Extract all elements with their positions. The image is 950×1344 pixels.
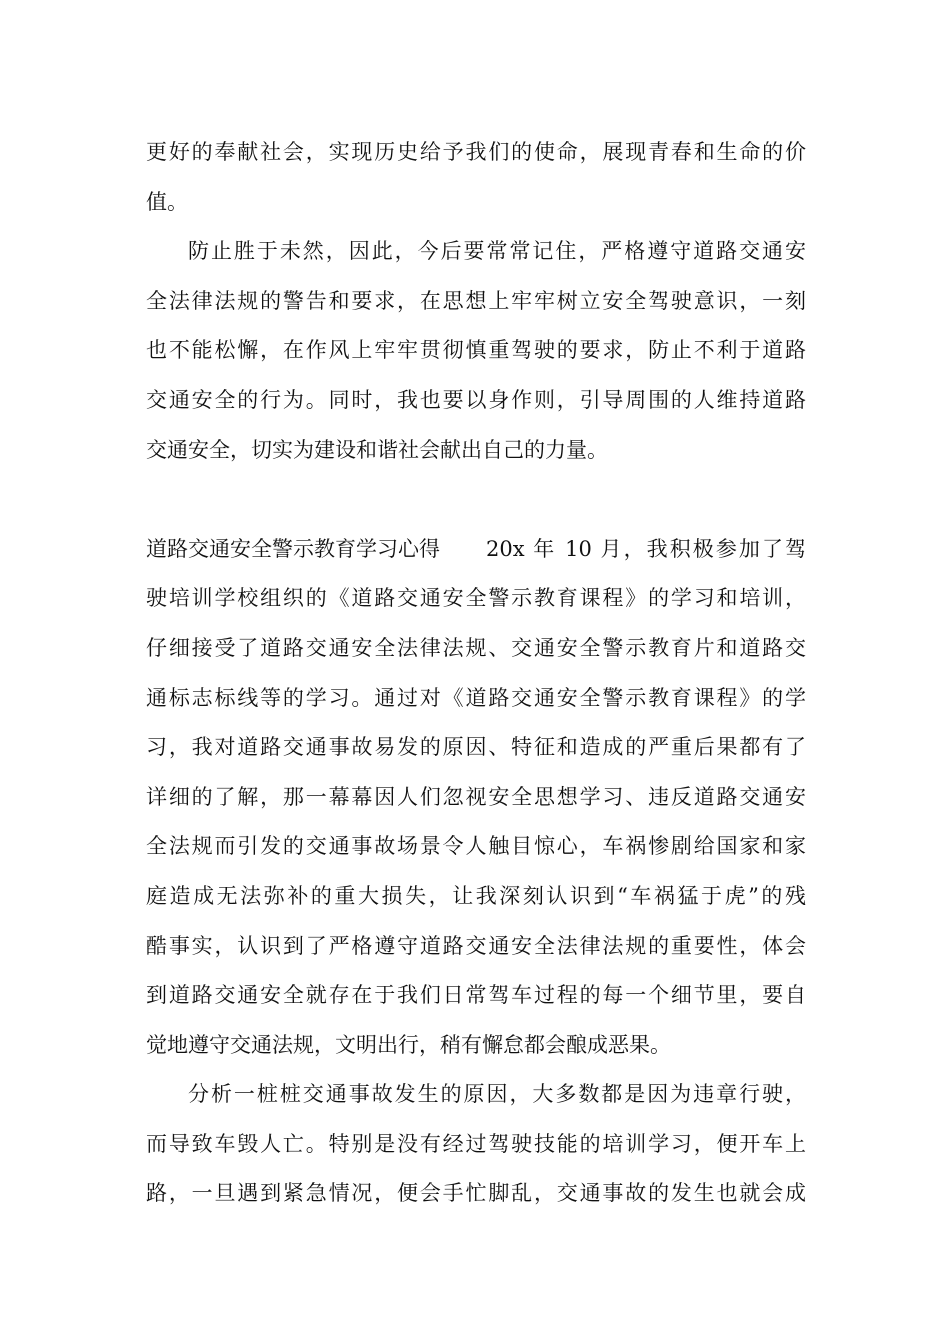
paragraph-3 (146, 525, 806, 1071)
text-line: 酷事实，认识到了严格遵守道路交通安全法律法规的重要性，体会 (146, 933, 806, 958)
text-line: 交通安全的行为。同时，我也要以身作则，引导周围的人维持道路 (146, 387, 806, 412)
text-line: 驶培训学校组织的《道路交通安全警示教育课程》的学习和培训， (146, 586, 806, 611)
paragraph-1 (146, 128, 806, 227)
text-line: 庭造成无法弥补的重大损失，让我深刻认识到“车祸猛于虎”的残 (146, 883, 806, 908)
article-title: 道路交通安全警示教育学习心得 (146, 536, 440, 561)
paragraph-gap (146, 475, 806, 525)
text-line: 路，一旦遇到紧急情况，便会手忙脚乱，交通事故的发生也就会成 (146, 1181, 806, 1206)
text-line: 也不能松懈，在作风上牢牢贯彻慎重驾驶的要求，防止不利于道路 (146, 338, 806, 363)
paragraph-2 (146, 227, 806, 475)
text-line: 通标志标线等的学习。通过对《道路交通安全警示教育课程》的学 (146, 685, 806, 710)
text-line: 而导致车毁人亡。特别是没有经过驾驶技能的培训学习，便开车上 (146, 1131, 806, 1156)
text-line: 到道路交通安全就存在于我们日常驾车过程的每一个细节里，要自 (146, 983, 806, 1008)
text-line: 全法规而引发的交通事故场景令人触目惊心，车祸惨剧给国家和家 (146, 834, 806, 859)
text-line: 觉地遵守交通法规，文明出行，稍有懈怠都会酿成恶果。 (146, 1032, 671, 1057)
text-line: 全法律法规的警告和要求，在思想上牢牢树立安全驾驶意识，一刻 (146, 288, 806, 313)
text-line: 值。 (146, 189, 188, 214)
text-line: 更好的奉献社会，实现历史给予我们的使命，展现青春和生命的价 (146, 140, 806, 164)
document-body (146, 128, 806, 1219)
text-line: 防止胜于未然，因此，今后要常常记住，严格遵守道路交通安 (188, 239, 806, 264)
text-line: 交通安全，切实为建设和谐社会献出自己的力量。 (146, 437, 608, 462)
heading-line (146, 525, 806, 575)
text-line: 详细的了解，那一幕幕因人们忽视安全思想学习、违反道路交通安 (146, 784, 806, 809)
text-line: 20x 年 10 月，我积极参加了驾 (486, 536, 806, 561)
text-line: 习，我对道路交通事故易发的原因、特征和造成的严重后果都有了 (146, 735, 806, 760)
text-line: 分析一桩桩交通事故发生的原因，大多数都是因为违章行驶， (188, 1082, 806, 1107)
paragraph-4 (146, 1070, 806, 1219)
text-line: 仔细接受了道路交通安全法律法规、交通安全警示教育片和道路交 (146, 635, 806, 660)
